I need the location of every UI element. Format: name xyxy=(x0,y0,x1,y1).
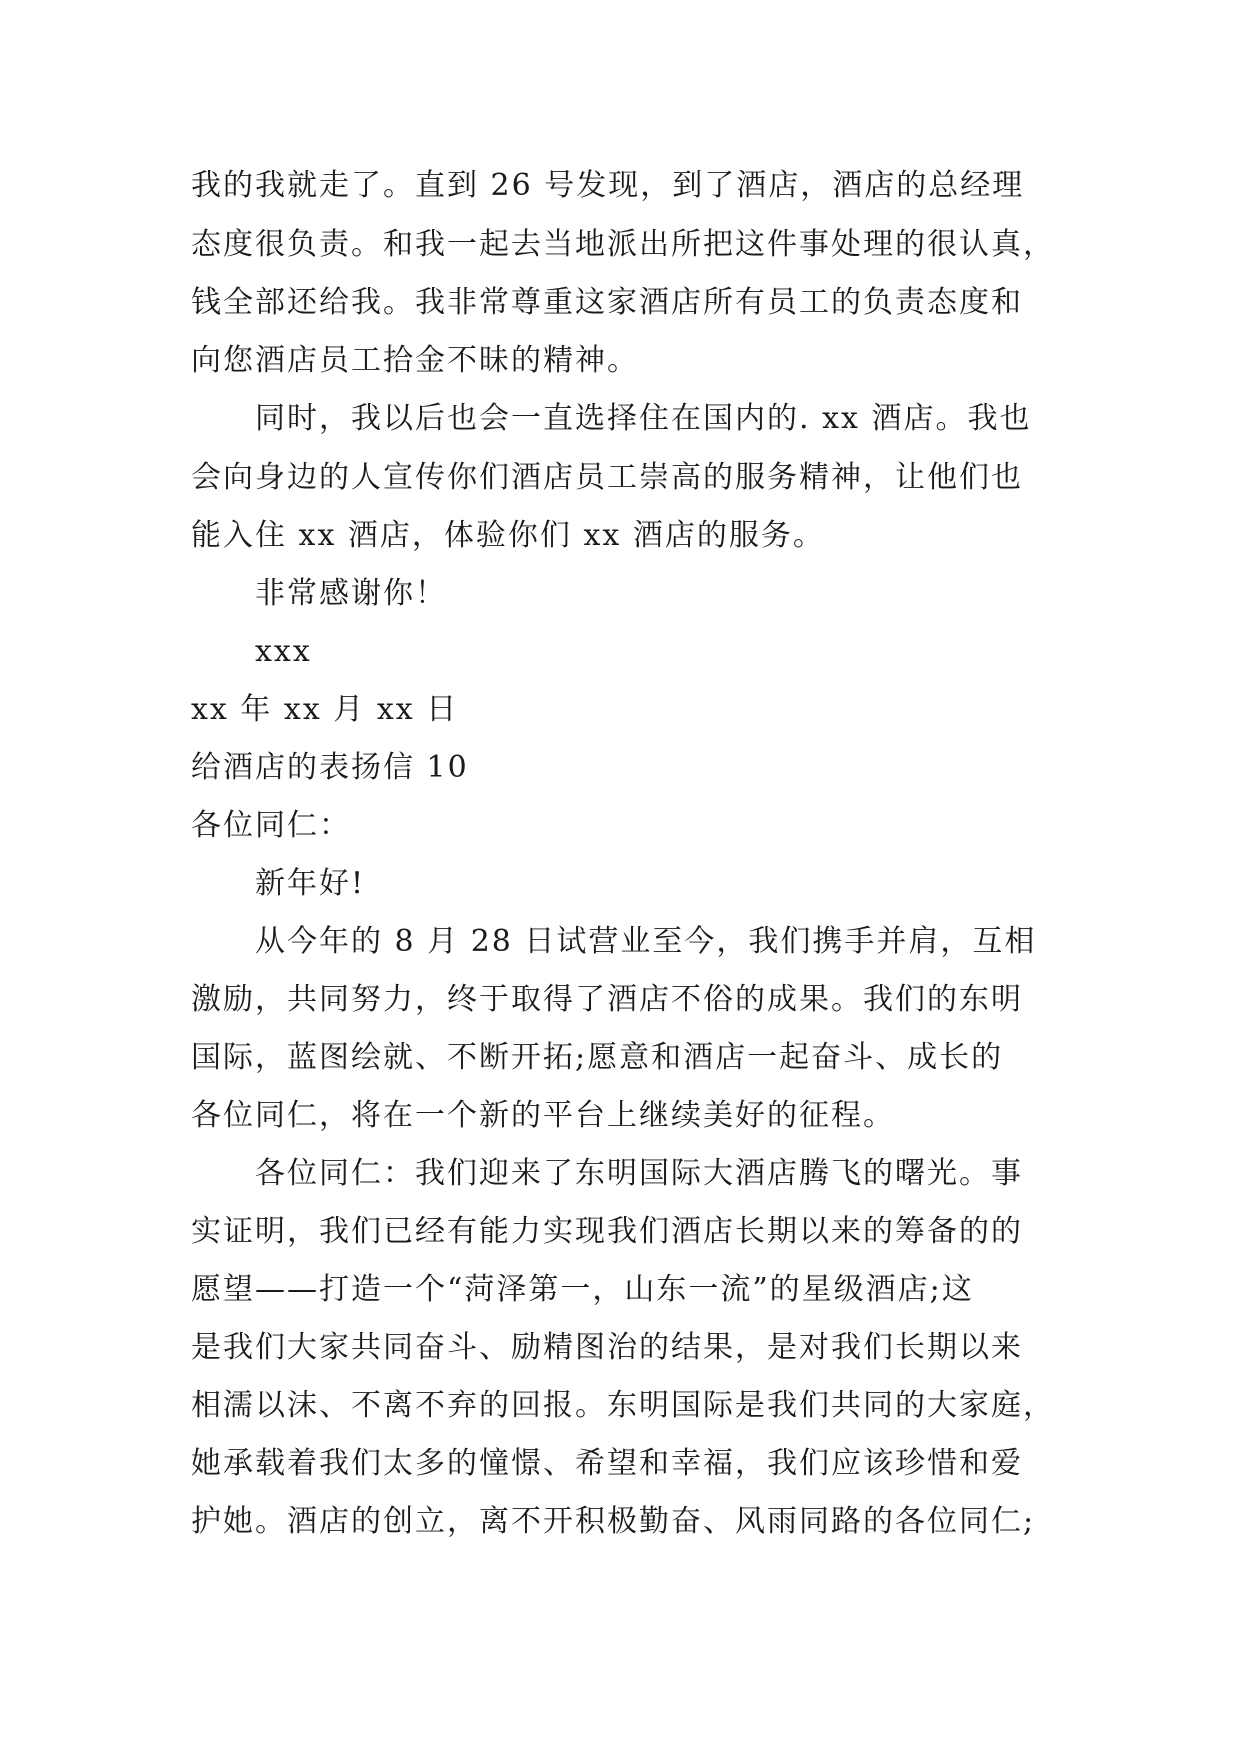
date-line: xx 年 xx 月 xx 日 xyxy=(191,692,459,727)
text-line: 她承载着我们太多的憧憬、希望和幸福，我们应该珍惜和爱 xyxy=(191,1446,1023,1481)
text-line: 激励，共同努力，终于取得了酒店不俗的成果。我们的东明 xyxy=(191,982,1023,1017)
text-line: 我的我就走了。直到 26 号发现，到了酒店，酒店的总经理 xyxy=(191,168,1025,203)
greeting: 新年好! xyxy=(255,866,366,901)
text-line: 从今年的 8 月 28 日试营业至今，我们携手并肩，互相 xyxy=(255,924,1037,959)
text-line: 实证明，我们已经有能力实现我们酒店长期以来的筹备的的 xyxy=(191,1214,1023,1249)
section-title: 给酒店的表扬信 10 xyxy=(191,750,469,785)
text-line: 国际，蓝图绘就、不断开拓;愿意和酒店一起奋斗、成长的 xyxy=(191,1040,1004,1075)
salutation: 各位同仁： xyxy=(191,808,351,843)
text-line: 愿望——打造一个“菏泽第一，山东一流”的星级酒店;这 xyxy=(191,1272,974,1307)
text-line: 非常感谢你！ xyxy=(255,576,447,611)
text-line: 相濡以沫、不离不弃的回报。东明国际是我们共同的大家庭， xyxy=(191,1388,1055,1423)
text-line: 态度很负责。和我一起去当地派出所把这件事处理的很认真， xyxy=(191,227,1055,262)
text-line: 同时，我以后也会一直选择住在国内的. xx 酒店。我也 xyxy=(255,401,1032,436)
text-line: 护她。酒店的创立，离不开积极勤奋、风雨同路的各位同仁; xyxy=(191,1504,1036,1539)
text-line: 钱全部还给我。我非常尊重这家酒店所有员工的负责态度和 xyxy=(191,285,1023,320)
text-line: 各位同仁：我们迎来了东明国际大酒店腾飞的曙光。事 xyxy=(255,1156,1023,1191)
signature: xxx xyxy=(255,634,312,669)
text-line: 会向身边的人宣传你们酒店员工崇高的服务精神，让他们也 xyxy=(191,460,1023,495)
text-line: 各位同仁，将在一个新的平台上继续美好的征程。 xyxy=(191,1098,895,1133)
text-line: 是我们大家共同奋斗、励精图治的结果，是对我们长期以来 xyxy=(191,1330,1023,1365)
text-line: 能入住 xx 酒店，体验你们 xx 酒店的服务。 xyxy=(191,518,825,553)
text-line: 向您酒店员工拾金不昧的精神。 xyxy=(191,343,639,378)
